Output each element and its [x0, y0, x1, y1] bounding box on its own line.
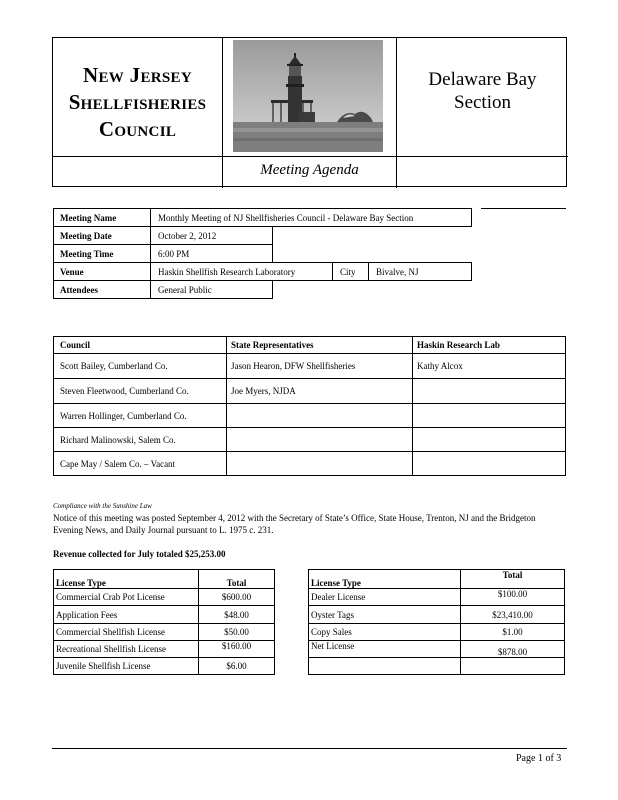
revenue-type-cell: Net License	[309, 641, 461, 658]
revenue-title: Revenue collected for July totaled $25,253.00	[53, 549, 226, 559]
revenue-left-table	[53, 569, 275, 675]
table-row	[309, 658, 565, 675]
roster-table	[53, 336, 566, 476]
revenue-type-cell: Commercial Crab Pot License	[54, 589, 199, 606]
revenue-type-cell: Commercial Shellfish License	[54, 624, 199, 641]
meeting-time-label: Meeting Time	[60, 249, 114, 259]
city-label: City	[340, 267, 356, 277]
council-line-3: Council	[98, 117, 177, 141]
revenue-type-cell	[309, 658, 461, 675]
sunshine-text-line-2: Evening News, and Daily Journal pursuant to L. 1975 c. 231.	[53, 525, 274, 535]
table-row	[54, 658, 275, 675]
table-row	[54, 354, 566, 379]
roster-cell	[227, 428, 413, 452]
revenue-right-header-total: Total	[461, 570, 565, 589]
meeting-name-value: Monthly Meeting of NJ Shellfisheries Council - Delaware Bay Section	[158, 213, 414, 223]
meeting-time-value: 6:00 PM	[158, 249, 190, 259]
revenue-type-cell: Recreational Shellfish License	[54, 641, 199, 658]
section-title	[397, 68, 568, 114]
roster-cell	[227, 452, 413, 476]
revenue-total-cell: $878.00	[461, 641, 565, 658]
table-row	[54, 404, 566, 428]
table-row	[54, 452, 566, 476]
revenue-left-header-total: Total	[199, 570, 275, 589]
revenue-type-cell: Application Fees	[54, 606, 199, 624]
page-number: Page 1 of 3	[516, 753, 562, 764]
revenue-type-cell: Oyster Tags	[309, 606, 461, 624]
revenue-total-cell: $6.00	[199, 658, 275, 675]
document-header	[52, 37, 567, 187]
roster-header-haskin: Haskin Research Lab	[413, 337, 566, 354]
revenue-type-cell: Juvenile Shellfish License	[54, 658, 199, 675]
roster-cell: Jason Hearon, DFW Shellfisheries	[227, 354, 413, 379]
roster-cell: Cape May / Salem Co. – Vacant	[54, 452, 227, 476]
table-row	[54, 428, 566, 452]
revenue-total-cell	[461, 658, 565, 675]
roster-cell	[227, 404, 413, 428]
revenue-total-cell: $600.00	[199, 589, 275, 606]
council-line-1: New Jersey	[83, 63, 192, 87]
meeting-date-value: October 2, 2012	[158, 231, 217, 241]
table-row	[54, 624, 275, 641]
revenue-right-table	[308, 569, 565, 675]
revenue-total-cell: $100.00	[461, 589, 565, 606]
revenue-right-header-type: License Type	[309, 570, 461, 589]
sunshine-title: Compliance with the Sunshine Law	[53, 502, 152, 510]
roster-header-state: State Representatives	[227, 337, 413, 354]
attendees-value: General Public	[158, 285, 212, 295]
revenue-total-cell: $1.00	[461, 624, 565, 641]
agenda-label: Meeting Agenda	[260, 162, 359, 178]
roster-cell	[413, 404, 566, 428]
table-row	[309, 624, 565, 641]
sunshine-text-line-1: Notice of this meeting was posted September 4, 2012 with the Secretary of State’s Office, State House, Trenton, NJ and the Bridgeton	[53, 513, 536, 523]
roster-cell	[413, 379, 566, 404]
section-line-2: Section	[454, 92, 511, 113]
roster-header-council: Council	[54, 337, 227, 354]
revenue-type-cell: Dealer License	[309, 589, 461, 606]
footer-rule	[52, 748, 567, 749]
roster-cell: Kathy Alcox	[413, 354, 566, 379]
revenue-left-header-row	[54, 570, 275, 589]
roster-header-row	[54, 337, 566, 354]
city-value: Bivalve, NJ	[376, 267, 419, 277]
table-row	[309, 641, 565, 658]
table-row	[54, 589, 275, 606]
revenue-right-header-row	[309, 570, 565, 589]
lighthouse-photo	[233, 40, 383, 152]
roster-cell: Steven Fleetwood, Cumberland Co.	[54, 379, 227, 404]
section-line-1: Delaware Bay	[428, 69, 537, 90]
roster-cell	[413, 428, 566, 452]
table-row	[54, 379, 566, 404]
attendees-label: Attendees	[60, 285, 98, 295]
roster-cell	[413, 452, 566, 476]
venue-value: Haskin Shellfish Research Laboratory	[158, 267, 296, 277]
venue-label: Venue	[60, 267, 84, 277]
sunshine-notice	[53, 512, 568, 536]
revenue-left-header-type: License Type	[54, 570, 199, 589]
roster-cell: Scott Bailey, Cumberland Co.	[54, 354, 227, 379]
roster-cell: Warren Hollinger, Cumberland Co.	[54, 404, 227, 428]
table-row	[54, 641, 275, 658]
revenue-total-cell: $23,410.00	[461, 606, 565, 624]
table-row	[309, 606, 565, 624]
roster-cell: Richard Malinowski, Salem Co.	[54, 428, 227, 452]
revenue-total-cell: $50.00	[199, 624, 275, 641]
table-row	[54, 606, 275, 624]
roster-cell: Joe Myers, NJDA	[227, 379, 413, 404]
table-row	[309, 589, 565, 606]
council-line-2: Shellfisheries	[68, 90, 207, 114]
revenue-total-cell: $160.00	[199, 641, 275, 658]
revenue-type-cell: Copy Sales	[309, 624, 461, 641]
revenue-total-cell: $48.00	[199, 606, 275, 624]
meeting-date-label: Meeting Date	[60, 231, 112, 241]
meeting-name-label: Meeting Name	[60, 213, 117, 223]
council-name	[53, 62, 222, 143]
